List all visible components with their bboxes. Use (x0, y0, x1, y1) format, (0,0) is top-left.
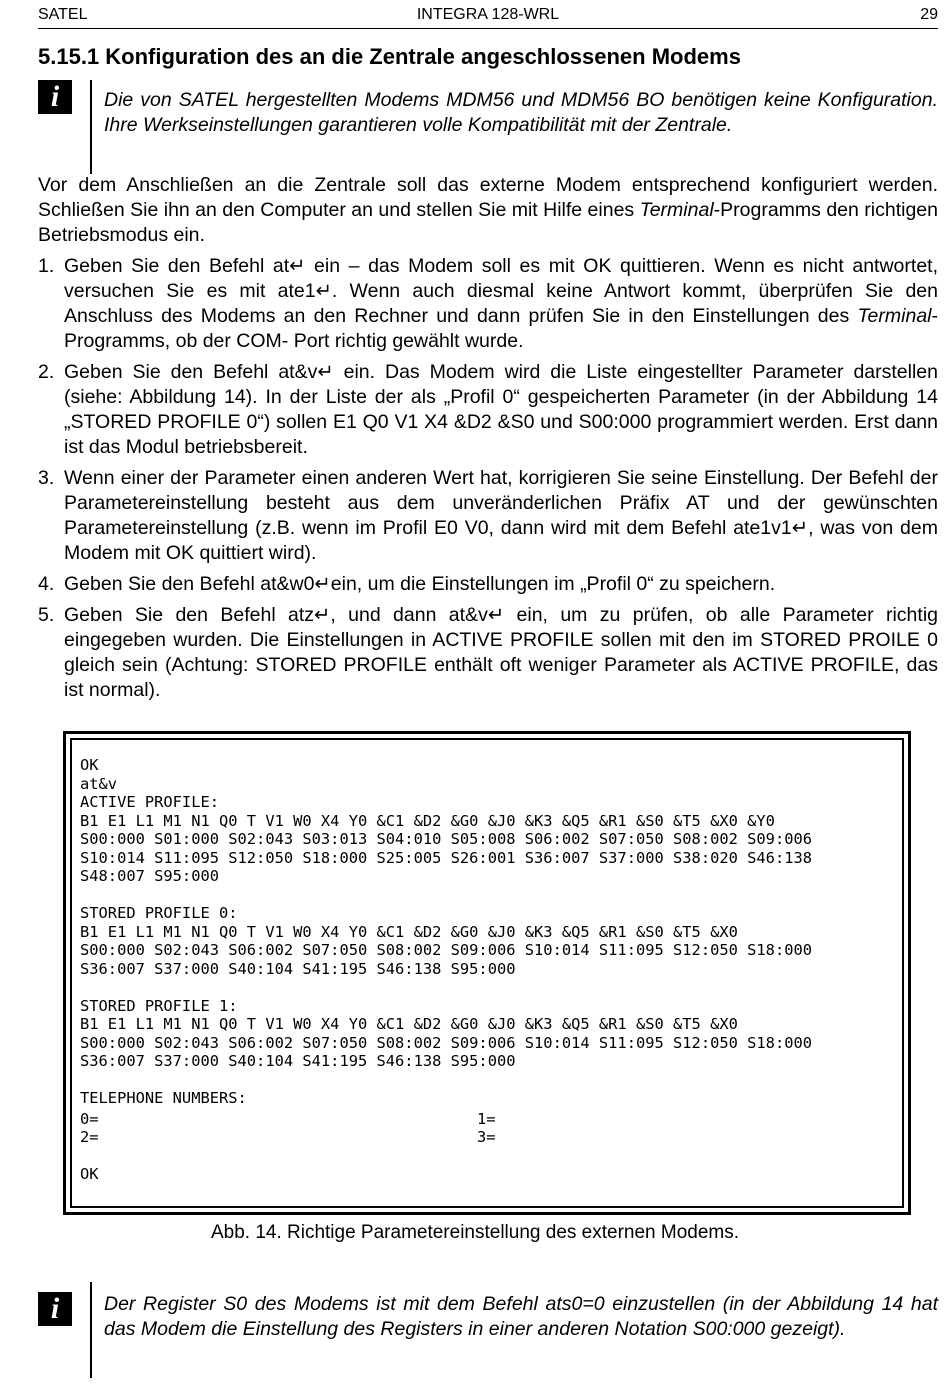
intro-paragraph (38, 173, 938, 248)
note-bar (90, 80, 92, 174)
terminal-line: B1 E1 L1 M1 N1 Q0 T V1 W0 X4 Y0 &C1 &D2 &G0 &J0 &K3 &Q5 &R1 &S0 &T5 &X0 (80, 1015, 738, 1033)
terminal-line: S48:007 S95:000 (80, 867, 219, 885)
step-number: 4. (38, 573, 55, 595)
step-number: 3. (38, 467, 55, 489)
header-product: INTEGRA 128-WRL (416, 6, 560, 23)
note-bar (90, 1282, 92, 1378)
terminal-line: S36:007 S37:000 S40:104 S41:195 S46:138 S95:000 (80, 1052, 516, 1070)
step-text-italic: Terminal (857, 305, 932, 327)
step-text: Wenn einer der Parameter einen anderen Wert hat, korrigieren Sie seine Einstellung. Der Befehl der Parametereinstellung besteht aus dem unveränderlichen Präfix AT und der gewünschten Parametereinstellung (z.B. wenn im Profil E0 V0, dann wird mit dem Befehl ate1v1↵, was von dem Modem mit OK quittiert wird). (64, 467, 938, 564)
terminal-line: TELEPHONE NUMBERS: (80, 1089, 247, 1107)
terminal-line: S00:000 S01:000 S02:043 S03:013 S04:010 S05:008 S06:002 S07:050 S08:002 S09:006 (80, 830, 813, 848)
terminal-line: S00:000 S02:043 S06:002 S07:050 S08:002 S09:006 S10:014 S11:095 S12:050 S18:000 (80, 1033, 813, 1052)
step-number: 1. (38, 255, 55, 277)
page-number: 29 (920, 6, 938, 23)
step-text: Geben Sie den Befehl at↵ ein – das Modem soll es mit OK quittieren. Wenn es nicht antwortet, versuchen Sie es mit ate1↵. Wenn auch diesmal keine Antwort kommt, überprüfen Sie den Anschluss des Modems an den Rechner und dann prüfen Sie in den Einstellungen des (64, 255, 938, 327)
terminal-line: B1 E1 L1 M1 N1 Q0 T V1 W0 X4 Y0 &C1 &D2 &G0 &J0 &K3 &Q5 &R1 &S0 &T5 &X0 &Y0 (80, 811, 775, 830)
steps-list (38, 254, 938, 703)
terminal-line: S10:014 S11:095 S12:050 S18:000 S25:005 S26:001 S36:007 S37:000 S38:020 S46:138 (80, 848, 813, 867)
terminal-line (80, 1071, 812, 1090)
tel-2: 2= (80, 1128, 99, 1146)
info-note-top (38, 80, 938, 174)
terminal-line: S36:007 S37:000 S40:104 S41:195 S46:138 S95:000 (80, 959, 516, 978)
tel-1: 1= (477, 1110, 496, 1128)
note-bottom-text: Der Register S0 des Modems ist mit dem Befehl ats0=0 einzustellen (in der Abbildung 14 hat das Modem die Einstellung des Registers in einer anderen Notation S00:000 gezeigt). (104, 1293, 938, 1340)
info-icon: i (38, 80, 72, 114)
terminal-line: STORED PROFILE 1: (80, 996, 238, 1015)
intro-text-italic: Terminal (639, 199, 714, 221)
step-item (38, 360, 938, 460)
tel-0: 0= (80, 1110, 99, 1128)
terminal-line: at&v (80, 774, 118, 793)
info-icon: i (38, 1292, 72, 1326)
terminal-line: ACTIVE PROFILE: (80, 793, 219, 811)
step-text: Geben Sie den Befehl at&v↵ ein. Das Modem wird die Liste eingestellter Parameter darstellen (siehe: Abbildung 14). In der Liste der als „Profil 0“ gespeicherten Parameter (in der Abbildung 14 „STORED PROFILE 0“) sollen E1 Q0 V1 X4 &D2 &S0 und S00:000 programmiert werden. Erst dann ist das Modul betriebsbereit. (64, 361, 938, 458)
step-item (38, 254, 938, 354)
intro-text-2: -Programms den richtigen Betriebsmodus ein. (38, 199, 938, 246)
step-text: Geben Sie den Befehl atz↵, und dann at&v↵ ein, um zu prüfen, ob alle Parameter richtig eingegeben wurden. Die Einstellungen in ACTIVE PROFILE sollen mit den im STORED PROILE 0 gleich sein (Achtung: STORED PROFILE enthält oft weniger Parameter als ACTIVE PROFILE, das ist normal). (64, 604, 938, 701)
step-item (38, 466, 938, 566)
step-item (38, 572, 938, 597)
terminal-final-ok: OK (80, 1165, 99, 1183)
step-item (38, 603, 938, 703)
section-title: 5.15.1 Konfiguration des an die Zentrale angeschlossenen Modems (38, 44, 741, 69)
terminal-line: B1 E1 L1 M1 N1 Q0 T V1 W0 X4 Y0 &C1 &D2 &G0 &J0 &K3 &Q5 &R1 &S0 &T5 &X0 (80, 922, 738, 941)
step-number: 2. (38, 361, 55, 383)
note-top-text: Die von SATEL hergestellten Modems MDM56 und MDM56 BO benötigen keine Konfiguration. Ihre Werkseinstellungen garantieren volle Kompatibilität mit der Zentrale. (104, 89, 938, 136)
terminal-line: OK (80, 756, 99, 774)
figure-caption: Abb. 14. Richtige Parametereinstellung des externen Modems. (210, 1222, 740, 1243)
terminal-screenshot (63, 731, 911, 1215)
terminal-line (80, 886, 812, 905)
header-brand: SATEL (38, 6, 88, 23)
terminal-output (80, 756, 812, 1108)
step-number: 5. (38, 604, 55, 626)
terminal-line: S00:000 S02:043 S06:002 S07:050 S08:002 S09:006 S10:014 S11:095 S12:050 S18:000 (80, 941, 813, 959)
intro-text-1: Vor dem Anschließen an die Zentrale soll das externe Modem entsprechend konfiguriert werden. Schließen Sie ihn an den Computer an und stellen Sie mit Hilfe eines (38, 174, 938, 221)
page-header (38, 4, 938, 29)
step-text: Geben Sie den Befehl at&w0↵ein, um die Einstellungen im „Profil 0“ zu speichern. (64, 573, 776, 595)
info-note-bottom (38, 1282, 938, 1378)
tel-3: 3= (477, 1128, 496, 1146)
terminal-frame (70, 738, 904, 1208)
terminal-line: STORED PROFILE 0: (80, 904, 238, 922)
step-text: -Programms, ob der COM- Port richtig gewählt wurde. (64, 305, 938, 352)
terminal-line (80, 978, 812, 997)
